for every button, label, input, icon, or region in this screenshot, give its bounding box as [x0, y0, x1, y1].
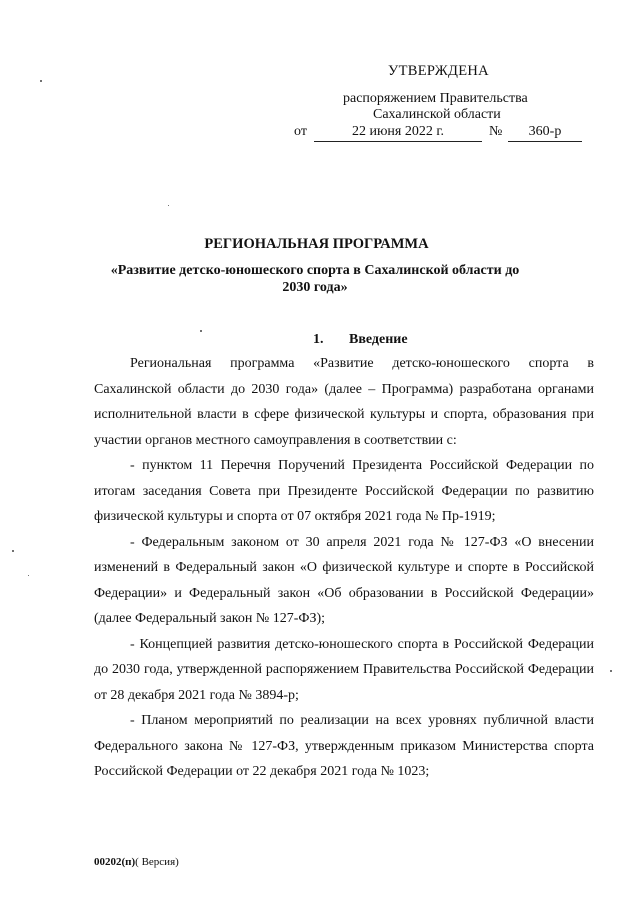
scan-speck: [200, 330, 202, 332]
paragraph-item-2: - Федеральным законом от 30 апреля 2021 года № 127-ФЗ «О внесении изменений в Федеральный закон «О физической культуре и спорте в Российской Федерации» и Федеральный закон «Об образовании в Российской Федерации» (далее Федеральный закон № 127-ФЗ);: [94, 534, 594, 626]
paragraph-intro: Региональная программа «Развитие детско-юношеского спорта в Сахалинской области до 2030 года» (далее – Программа) разработана органами исполнительной власти в сфере физической культуры и спорта, образования при участии органов местного самоуправления в соответствии с:: [94, 356, 594, 448]
paragraph-item-3: - Концепцией развития детско-юношеского спорта в Российской Федерации до 2030 года, утвержденной распоряжением Правительства Российской Федерации от 28 декабря 2021 года № 3894-р;: [94, 636, 594, 703]
scan-speck: [168, 205, 169, 206]
approval-title: УТВЕРЖДЕНА: [388, 63, 489, 79]
footer-version: ( Версия): [135, 856, 179, 868]
approval-number-label: №: [489, 124, 503, 139]
approval-date-value: 22 июня 2022 г.: [314, 124, 482, 142]
section-number: 1.: [313, 332, 324, 347]
document-title: РЕГИОНАЛЬНАЯ ПРОГРАММА: [204, 236, 429, 252]
approval-authority-line1: распоряжением Правительства: [343, 91, 528, 106]
scan-speck: [610, 670, 612, 672]
body-text: [94, 351, 594, 785]
approval-date-label: от: [294, 124, 307, 139]
scan-speck: [40, 80, 42, 82]
section-title: Введение: [349, 332, 408, 347]
scan-speck: [12, 550, 14, 552]
paragraph-item-1: - пунктом 11 Перечня Поручений Президента Российской Федерации по итогам заседания Совета при Президенте Российской Федерации по развитию физической культуры и спорта от 07 октября 2021 года № Пр-1919;: [94, 458, 594, 524]
document-subtitle: «Развитие детско-юношеского спорта в Сахалинской области до 2030 года»: [110, 263, 520, 295]
footer-form-code: [94, 856, 179, 868]
paragraph-item-4: - Планом мероприятий по реализации на всех уровнях публичной власти Федерального закона № 127-ФЗ, утвержденным приказом Министерства спорта Российской Федерации от 22 декабря 2021 года № 1023;: [94, 713, 594, 779]
approval-number-value: 360-р: [508, 124, 582, 142]
scan-speck: [28, 575, 29, 576]
approval-authority-line2: Сахалинской области: [373, 107, 501, 122]
footer-code: 00202(п): [94, 856, 136, 868]
section-heading: [313, 332, 408, 348]
